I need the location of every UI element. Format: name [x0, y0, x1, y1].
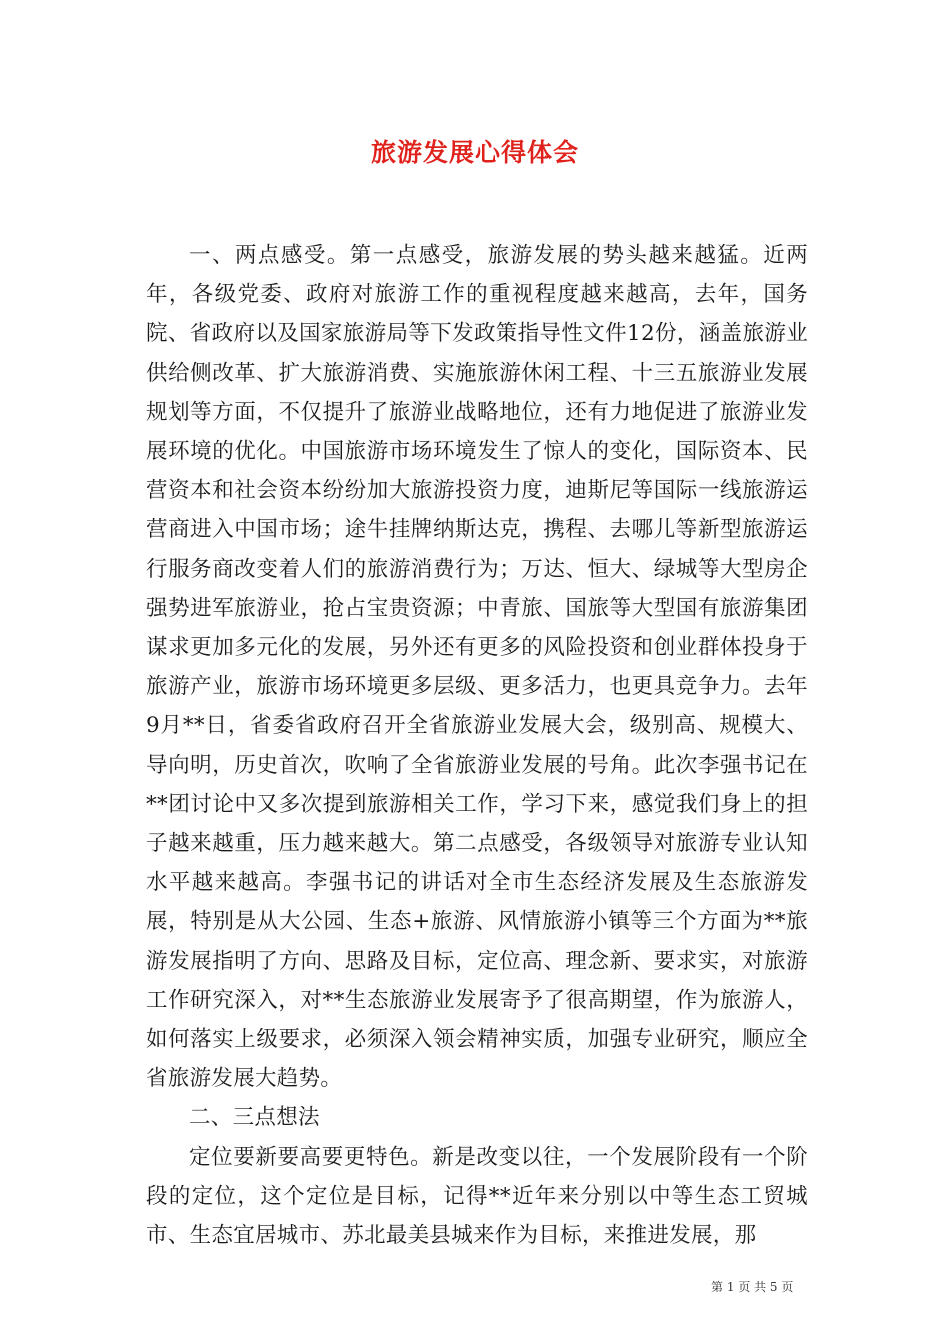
page-number-footer: 第 1 页 共 5 页 — [711, 1280, 794, 1294]
document-body — [146, 236, 808, 1255]
paragraph-three-thoughts-heading: 二、三点想法 — [189, 1105, 320, 1131]
paragraph-positioning: 定位要新要高要更特色。新是改变以往，一个发展阶段有一个阶段的定位，这个定位是目标，记得**近年来分别以中等生态工贸城市、生态宜居城市、苏北最美县城来作为目标，来推进发展，那 — [146, 1144, 808, 1249]
document-title: 旅游发展心得体会 — [370, 138, 579, 167]
paragraph-two-feelings: 一、两点感受。第一点感受，旅游发展的势头越来越猛。近两年，各级党委、政府对旅游工作的重视程度越来越高，去年，国务院、省政府以及国家旅游局等下发政策指导性文件12份，涵盖旅游业供给侧改革、扩大旅游消费、实施旅游休闲工程、十三五旅游业发展规划等方面，不仅提升了旅游业战略地位，还有力地促进了旅游业发展环境的优化。中国旅游市场环境发生了惊人的变化，国际资本、民营资本和社会资本纷纷加大旅游投资力度，迪斯尼等国际一线旅游运营商进入中国市场；途牛挂牌纳斯达克，携程、去哪儿等新型旅游运行服务商改变着人们的旅游消费行为；万达、恒大、绿城等大型房企强势进军旅游业，抢占宝贵资源；中青旅、国旅等大型国有旅游集团谋求更加多元化的发展，另外还有更多的风险投资和创业群体投身于旅游产业，旅游市场环境更多层级、更多活力，也更具竞争力。去年9月**日，省委省政府召开全省旅游业发展大会，级别高、规模大、导向明，历史首次，吹响了全省旅游业发展的号角。此次李强书记在**团讨论中又多次提到旅游相关工作，学习下来，感觉我们身上的担子越来越重，压力越来越大。第二点感受，各级领导对旅游专业认知水平越来越高。李强书记的讲话对全市生态经济发展及生态旅游发展，特别是从大公园、生态+旅游、风情旅游小镇等三个方面为**旅游发展指明了方向、思路及目标，定位高、理念新、要求实，对旅游工作研究深入，对**生态旅游业发展寄予了很高期望，作为旅游人，如何落实上级要求，必须深入领会精神实质，加强专业研究，顺应全省旅游发展大趋势。 — [146, 243, 808, 1092]
